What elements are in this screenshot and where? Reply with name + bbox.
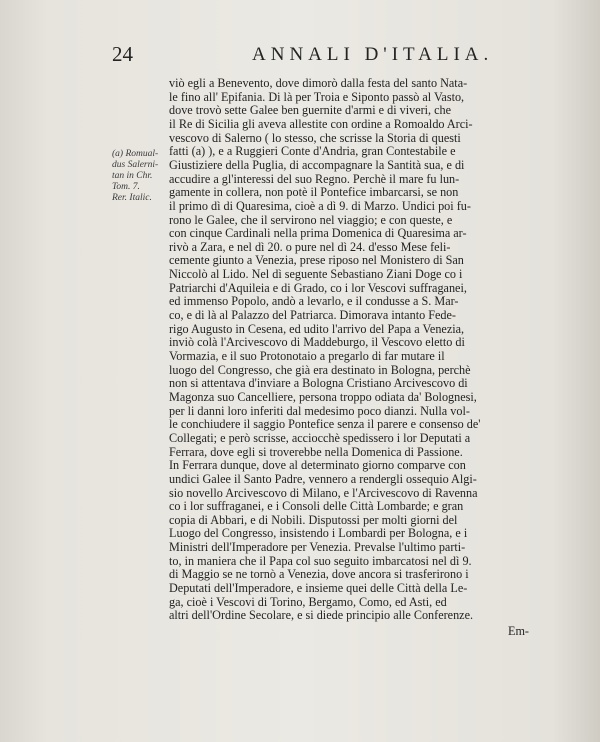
text-line: rono le Galee, che il servirono nel viaggio; e con queste, e (169, 212, 453, 227)
text-line: undici Galee il Santo Padre, vennero a rendergli ossequio Algi- (169, 471, 477, 486)
text-line: accudire a gl'interessi del suo Regno. Perchè il mare fu lun- (169, 171, 460, 186)
text-line: In Ferrara dunque, dove al determinato giorno comparve con (169, 458, 466, 473)
text-line: luogo del Congresso, che già era destinato in Bologna, perchè (169, 362, 471, 377)
text-line: co, e di là al Palazzo del Patriarca. Dimorava intanto Fede- (169, 308, 456, 323)
text-line: copia di Abbari, e di Nobili. Disputossi per molti giorni del (169, 512, 458, 527)
margin-citation-line: Rer. Italic. (112, 193, 152, 203)
margin-citation-line: Tom. 7. (112, 182, 140, 192)
text-line: dove trovò sette Galee ben guernite d'armi e di viveri, che (169, 103, 452, 118)
text-line: to, in maniera che il Papa col suo seguito imbarcatosi nel dì 9. (169, 553, 472, 568)
margin-citation-line: (a) Romual- (112, 149, 159, 159)
text-line: Vormazia, e il suo Protonotaio a pregarlo di far mutare il (169, 349, 445, 363)
text-line: il Re di Sicilia gli aveva allestite con ordine a Romoaldo Arci- (169, 116, 473, 131)
text-line: Ministri dell'Imperadore per Venezia. Prevalse l'ultimo parti- (169, 540, 466, 555)
text-line: di Maggio se ne tornò a Venezia, dove ancora si trasferirono i (169, 567, 469, 582)
text-line: sio novello Arcivescovo di Milano, e l'Arcivescovo di Ravenna (169, 485, 478, 500)
text-line: Giustiziere della Puglia, di accompagnare la Santità sua, e di (169, 157, 465, 172)
text-line: inviò colà l'Arcivescovo di Maddeburgo, il Vescovo eletto di (169, 335, 465, 350)
text-line: il primo dì di Quaresima, cioè a dì 9. di Marzo. Undici poi fu- (169, 198, 471, 213)
text-line: Collegati; e però scrisse, acciocchè spedissero i lor Deputati a (169, 430, 471, 445)
text-line: le conchiudere il saggio Pontefice senza il parere e consenso de' (169, 417, 481, 432)
text-line: con cinque Cardinali nella prima Domenica di Quaresima ar- (169, 226, 467, 241)
text-line: le fino all' Epifania. Di là per Troia e Siponto passò al Vasto, (169, 89, 465, 104)
text-line: Luogo del Congresso, insistendo i Lombardi per Bologna, e i (169, 526, 468, 541)
text-line: per li danni loro inferiti dal medesimo poco dianzi. Nulla vol- (169, 403, 470, 418)
margin-citation (112, 149, 174, 204)
text-line: Ferrara, dove egli si troverebbe nella Domenica di Passione. (169, 444, 463, 459)
text-line: cemente giunto a Venezia, prese riposo nel Monistero di San (169, 253, 464, 268)
text-line: Niccolò al Lido. Nel dì seguente Sebastiano Ziani Doge co i (169, 267, 463, 282)
catchword: Em- (508, 624, 529, 638)
running-title: ANNALI D'ITALIA. (252, 44, 494, 65)
text-line: Deputati dell'Imperadore, e insieme quei delle Città della Le- (169, 581, 468, 596)
margin-citation-line: tan in Chr. (112, 171, 153, 181)
text-line: Magonza suo Cancelliere, persona troppo odiata da' Bolognesi, (169, 389, 477, 404)
text-line: viò egli a Benevento, dove dimorò dalla festa del santo Nata- (169, 76, 468, 90)
text-line: fatti (a) ), e a Ruggieri Conte d'Andria, gran Contestabile e (169, 144, 456, 159)
text-line: Patriarchi d'Aquileia e di Grado, co i lor Vescovi suffraganei, (169, 280, 467, 295)
text-line: non si attentava d'inviare a Bologna Cristiano Arcivescovo di (169, 376, 468, 391)
page-number: 24 (112, 42, 133, 66)
text-line: co i lor suffraganei, e i Consoli delle Città Lombarde; e gran (169, 499, 464, 514)
text-line: rigo Augusto in Cesena, ed udito l'arrivo del Papa a Venezia, (169, 321, 465, 336)
margin-citation-line: dus Salerni- (112, 160, 159, 170)
text-line: ga, cioè i Vescovi di Torino, Bergamo, Como, ed Asti, ed (169, 594, 447, 609)
text-line: ed immenso Popolo, andò a levarlo, e il condusse a S. Mar- (169, 294, 459, 309)
page-header (112, 40, 542, 68)
text-line: altri dell'Ordine Secolare, e si diede principio alle Conferenze. (169, 608, 474, 623)
text-line: rivò a Zara, e nel dì 20. o pure nel dì 24. d'esso Mese feli- (169, 239, 451, 254)
text-line: gamente in collera, non potè il Pontefice imbarcarsi, se non (169, 185, 459, 200)
text-line: vescovo di Salerno ( lo stesso, che scrisse la Storia di questi (169, 130, 461, 145)
